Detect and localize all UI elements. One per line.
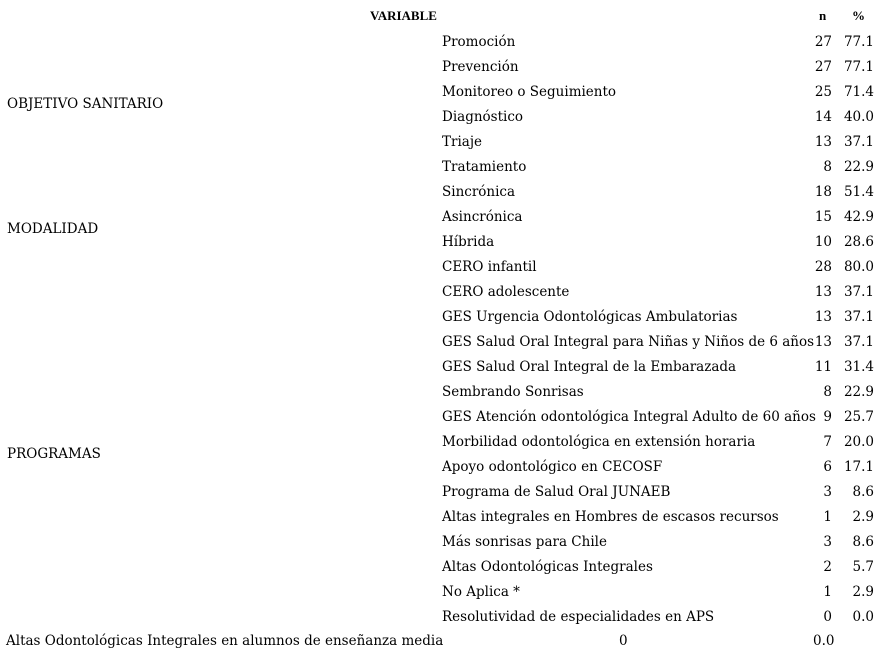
row-percent: 17.1 bbox=[843, 459, 874, 475]
row-percent: 31.4 bbox=[843, 359, 874, 375]
row-item: Más sonrisas para Chile bbox=[442, 534, 607, 550]
row-item: Morbilidad odontológica en extensión horaria bbox=[442, 434, 756, 450]
row-n: 13 bbox=[814, 309, 832, 325]
row-percent: 37.1 bbox=[843, 309, 874, 325]
header-percent: % bbox=[852, 8, 865, 23]
row-n: 27 bbox=[814, 34, 832, 50]
row-n: 10 bbox=[814, 234, 832, 250]
row-percent: 77.1 bbox=[843, 59, 874, 75]
header-n: n bbox=[819, 8, 827, 23]
row-item: Prevención bbox=[442, 59, 519, 75]
row-n: 11 bbox=[814, 359, 832, 375]
row-percent: 8.6 bbox=[852, 484, 874, 500]
row-n: 0 bbox=[823, 609, 832, 625]
row-percent: 37.1 bbox=[843, 284, 874, 300]
row-n: 7 bbox=[823, 434, 832, 450]
row-item: Asincrónica bbox=[442, 209, 523, 225]
row-percent: 77.1 bbox=[843, 34, 874, 50]
row-n: 13 bbox=[814, 334, 832, 350]
row-n: 25 bbox=[814, 84, 832, 100]
row-item: Altas integrales en Hombres de escasos recursos bbox=[442, 509, 779, 525]
row-item: Apoyo odontológico en CECOSF bbox=[442, 459, 663, 475]
row-item: Programa de Salud Oral JUNAEB bbox=[442, 484, 671, 500]
row-percent: 37.1 bbox=[843, 334, 874, 350]
row-item: Híbrida bbox=[442, 234, 495, 250]
row-item: Altas Odontológicas Integrales bbox=[442, 559, 653, 575]
row-percent: 71.4 bbox=[843, 84, 874, 100]
group-label: MODALIDAD bbox=[7, 221, 99, 237]
row-n: 13 bbox=[814, 134, 832, 150]
row-percent: 42.9 bbox=[843, 209, 874, 225]
last-row-pct: 0.0 bbox=[813, 633, 835, 649]
row-n: 15 bbox=[814, 209, 832, 225]
row-item: GES Urgencia Odontológicas Ambulatorias bbox=[442, 309, 738, 325]
row-percent: 8.6 bbox=[852, 534, 874, 550]
row-n: 3 bbox=[823, 534, 832, 550]
row-percent: 2.9 bbox=[852, 509, 874, 525]
row-n: 1 bbox=[823, 509, 832, 525]
row-item: Triaje bbox=[442, 134, 482, 150]
row-item: CERO adolescente bbox=[442, 284, 570, 300]
row-item: Promoción bbox=[442, 34, 516, 50]
row-item: Sincrónica bbox=[442, 184, 516, 200]
row-n: 27 bbox=[814, 59, 832, 75]
row-percent: 28.6 bbox=[843, 234, 874, 250]
row-n: 6 bbox=[823, 459, 832, 475]
row-item: Diagnóstico bbox=[442, 109, 524, 125]
row-item: No Aplica * bbox=[442, 584, 520, 600]
row-n: 3 bbox=[823, 484, 832, 500]
row-percent: 22.9 bbox=[843, 159, 874, 175]
row-percent: 80.0 bbox=[843, 259, 874, 275]
row-n: 18 bbox=[814, 184, 832, 200]
last-row-n: 0 bbox=[619, 633, 628, 649]
row-item: GES Salud Oral Integral de la Embarazada bbox=[442, 359, 737, 375]
row-item: GES Salud Oral Integral para Niñas y Niños de 6 años bbox=[442, 334, 815, 350]
header-variable: VARIABLE bbox=[370, 8, 437, 23]
row-item: GES Atención odontológica Integral Adulto de 60 años bbox=[442, 409, 816, 425]
row-n: 1 bbox=[823, 584, 832, 600]
group-label: PROGRAMAS bbox=[7, 446, 101, 462]
row-percent: 25.7 bbox=[843, 409, 874, 425]
row-percent: 2.9 bbox=[852, 584, 874, 600]
row-n: 28 bbox=[814, 259, 832, 275]
group-label: OBJETIVO SANITARIO bbox=[7, 96, 164, 112]
row-percent: 5.7 bbox=[852, 559, 874, 575]
row-n: 8 bbox=[823, 159, 832, 175]
row-n: 8 bbox=[823, 384, 832, 400]
row-item: CERO infantil bbox=[442, 259, 537, 275]
row-item: Resolutividad de especialidades en APS bbox=[442, 609, 715, 625]
row-n: 9 bbox=[823, 409, 832, 425]
last-row-label: Altas Odontológicas Integrales en alumnos de enseñanza media bbox=[6, 633, 444, 649]
row-percent: 0.0 bbox=[852, 609, 874, 625]
row-n: 14 bbox=[814, 109, 832, 125]
row-percent: 22.9 bbox=[843, 384, 874, 400]
row-percent: 40.0 bbox=[843, 109, 874, 125]
row-n: 13 bbox=[814, 284, 832, 300]
row-percent: 20.0 bbox=[843, 434, 874, 450]
row-item: Sembrando Sonrisas bbox=[442, 384, 584, 400]
row-n: 2 bbox=[823, 559, 832, 575]
row-item: Monitoreo o Seguimiento bbox=[442, 84, 617, 100]
row-item: Tratamiento bbox=[442, 159, 527, 175]
row-percent: 51.4 bbox=[843, 184, 874, 200]
row-percent: 37.1 bbox=[843, 134, 874, 150]
